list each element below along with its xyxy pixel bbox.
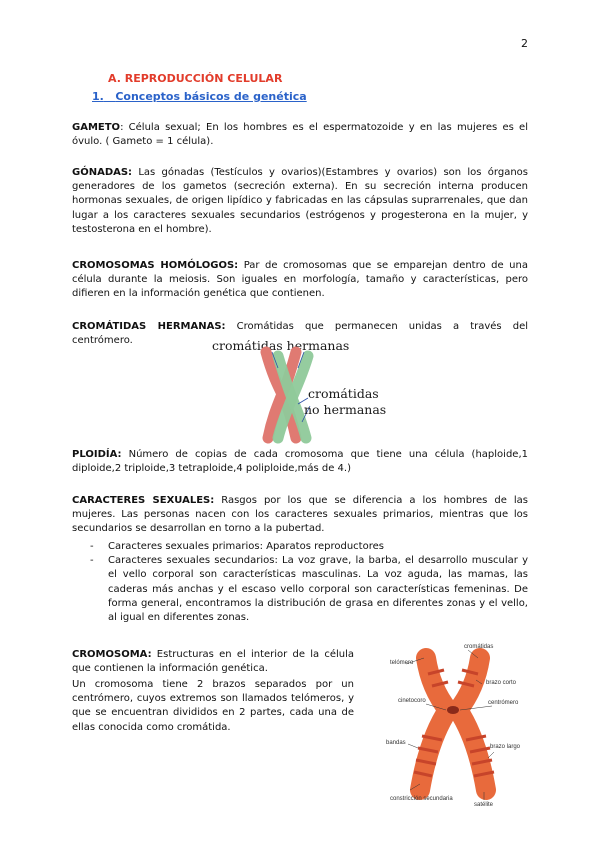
label-cromatidas: cromátidas	[464, 644, 494, 650]
subsection-number: 1.	[92, 90, 104, 103]
section-title: A. REPRODUCCIÓN CELULAR	[108, 72, 283, 85]
list-item: - Caracteres sexuales primarios: Aparatos reproductores	[90, 540, 528, 554]
label-cinetocoro: cinetocoro	[398, 698, 426, 704]
cromosomas-homologos-definition	[72, 259, 528, 302]
subsection-title: Conceptos básicos de genética	[115, 90, 307, 103]
gameto-term: GAMETO	[72, 122, 121, 133]
subsection-heading[interactable]	[92, 90, 307, 103]
list-item: - Caracteres sexuales secundarios: La voz grave, la barba, el desarrollo muscular y el vello corporal son características masculinas. La voz aguda, las mamas, las caderas más anchas y el escaso vello corporal son características femeninas. De forma general, encontramos la distribución de grasa en diferentes zonas y el vello, al igual en diferentes zonas.	[90, 554, 528, 625]
figure1-label-right-2: no hermanas	[304, 402, 387, 417]
caracteres-sexuales-text: Rasgos por los que se diferencia a los hombres de las mujeres. Las personas nacen con los caracteres sexuales primarios, mientras que los secundarios se desarrollan en torno a la pubertad.	[72, 495, 528, 535]
label-telomero: telómero	[390, 660, 414, 666]
label-satelite: satélite	[474, 802, 494, 806]
gameto-text: : Célula sexual; En los hombres es el espermatozoide y en las mujeres es el óvulo. ( Gameto = 1 célula).	[72, 122, 528, 148]
cromatidas-hermanas-term: CROMÁTIDAS HERMANAS:	[72, 321, 226, 332]
gameto-definition	[72, 121, 528, 149]
figure1-label-right-1: cromátidas	[308, 386, 379, 401]
gonadas-term: GÓNADAS:	[72, 167, 133, 178]
ploidia-text: Número de copias de cada cromosoma que tiene una célula (haploide,1 diploide,2 triploide,3 tetraploide,4 poliploide,más de 4.)	[72, 449, 528, 475]
label-brazo-largo: brazo largo	[490, 744, 521, 750]
gonadas-text: Las gónadas (Testículos y ovarios)(Estambres y ovarios) son los órganos generadores de los gametos (secreción externa). En su secreción interna producen hormonas sexuales, de origen lipídico y fabricadas en las cápsulas suprarrenales, que dan lugar a los caracteres sexuales secundarios (estrógenos y progesterona en la mujer, y testosterona en el hombre).	[72, 167, 528, 235]
label-brazo-corto: brazo corto	[486, 680, 517, 686]
cromosoma-description: Un cromosoma tiene 2 brazos separados por un centrómero, cuyos extremos son llamados telómeros, y que se encuentran divididos en 2 partes, cada una de ellas conocida como cromátida.	[72, 679, 354, 733]
cromatidas-hermanas-text: Cromátidas que permanecen unidas a través del centrómero.	[72, 321, 528, 347]
label-centromero: centrómero	[488, 700, 519, 706]
cromatidas-figure	[212, 334, 392, 446]
caracteres-sexuales-definition	[72, 494, 528, 537]
page-number: 2	[521, 37, 528, 50]
cromosoma-text: Estructuras en el interior de la célula que contienen la información genética.	[72, 649, 354, 675]
chromosome-anatomy-figure	[384, 640, 528, 806]
caracteres-list	[90, 540, 528, 625]
label-constriccion: constricción secundaria	[390, 796, 453, 802]
cromosoma-definition	[72, 648, 354, 676]
gonadas-definition	[72, 166, 528, 237]
centromere-mark	[447, 706, 459, 714]
figure1-label-top: cromátidas hermanas	[212, 338, 350, 353]
cromosomas-homologos-text: Par de cromosomas que se emparejan dentro de una célula durante la meiosis. Son iguales en morfología, tamaño y características, pero difieren en la información genética que contienen.	[72, 260, 528, 300]
ploidia-term: PLOIDÍA:	[72, 449, 122, 460]
cromosomas-homologos-term: CROMOSOMAS HOMÓLOGOS:	[72, 260, 239, 271]
caracteres-sexuales-term: CARACTERES SEXUALES:	[72, 495, 215, 506]
label-bandas: bandas	[386, 740, 406, 746]
ploidia-definition	[72, 448, 528, 476]
cromosoma-term: CROMOSOMA:	[72, 649, 152, 660]
